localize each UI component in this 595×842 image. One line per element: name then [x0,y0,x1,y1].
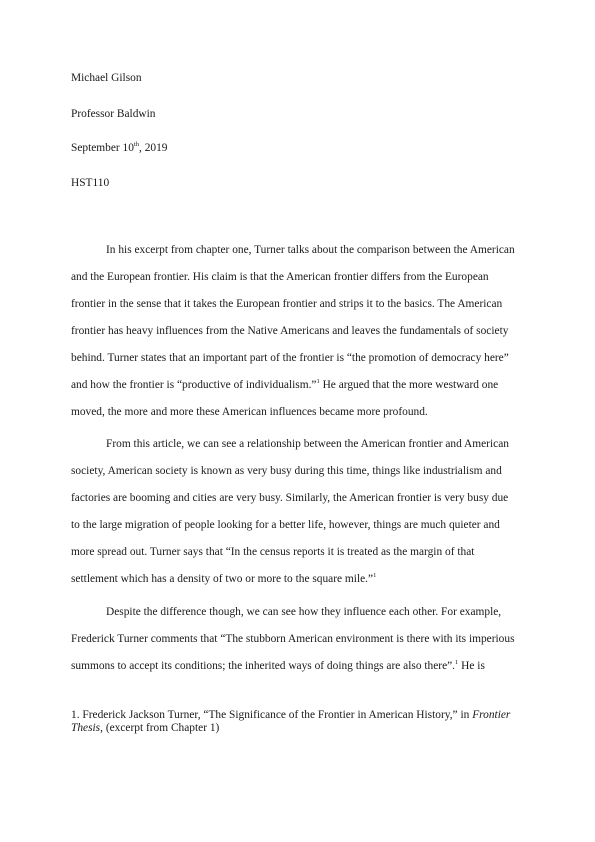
paragraph-3-line: Frederick Turner comments that “The stubborn American environment is there with its imperious [71,633,515,645]
footnote-suffix: (excerpt from Chapter 1) [102,722,220,734]
text-run: summons to accept its conditions; the inherited ways of doing things are also there”. [71,660,456,672]
paragraph-1-line: moved, the more and more these American influences became more profound. [71,406,428,418]
date-ordinal: th [133,141,140,148]
footnote-line [71,722,219,735]
paragraph-3-line: Despite the difference though, we can see how they influence each other. For example, [106,606,502,618]
author-name: Michael Gilson [71,72,142,84]
text-run: He argued that the more westward one [319,379,499,391]
paragraph-2-line: to the large migration of people looking for a better life, however, things are much quieter and [71,519,500,531]
date-main: September 10 [71,142,134,154]
date-tail: , 2019 [139,142,168,154]
footnote-title: Thesis, [71,722,103,734]
paragraph-2-line: more spread out. Turner says that “In the census reports it is treated as the margin of that [71,546,475,558]
paragraph-2-line: factories are booming and cities are very busy. Similarly, the American frontier is very busy due [71,492,509,504]
paragraph-1-line: behind. Turner states that an important part of the frontier is “the promotion of democracy here” [71,352,509,364]
paragraph-2-line: society, American society is known as very busy during this time, things like industrialism and [71,465,502,477]
date-line [71,141,168,155]
paragraph-1-line [71,378,498,392]
paragraph-1-line: In his excerpt from chapter one, Turner talks about the comparison between the American [106,244,515,256]
footnote-line [71,709,510,722]
paragraph-1-line: and the European frontier. His claim is that the American frontier differs from the European [71,271,489,283]
paragraph-1-line: frontier in the sense that it takes the European frontier and strips it to the basics. The American [71,298,503,310]
footnote-marker: 1 [373,572,377,579]
footnote-prefix: 1. Frederick Jackson Turner, “The Significance of the Frontier in American History,” in [71,709,473,721]
footnote-title: Frontier [472,709,511,721]
paragraph-3-line [71,659,485,673]
footnote-marker: 1 [455,659,459,666]
paragraph-2-line: From this article, we can see a relationship between the American frontier and American [106,438,509,450]
paragraph-1-line: frontier has heavy influences from the Native Americans and leaves the fundamentals of society [71,325,509,337]
text-run: He is [458,660,485,672]
course-code: HST110 [71,177,110,189]
text-run: and how the frontier is “productive of individualism.” [71,379,317,391]
text-run: settlement which has a density of two or more to the square mile.” [71,573,374,585]
paragraph-2-line [71,572,376,586]
professor-name: Professor Baldwin [71,108,156,120]
footnote-marker: 1 [316,378,320,385]
